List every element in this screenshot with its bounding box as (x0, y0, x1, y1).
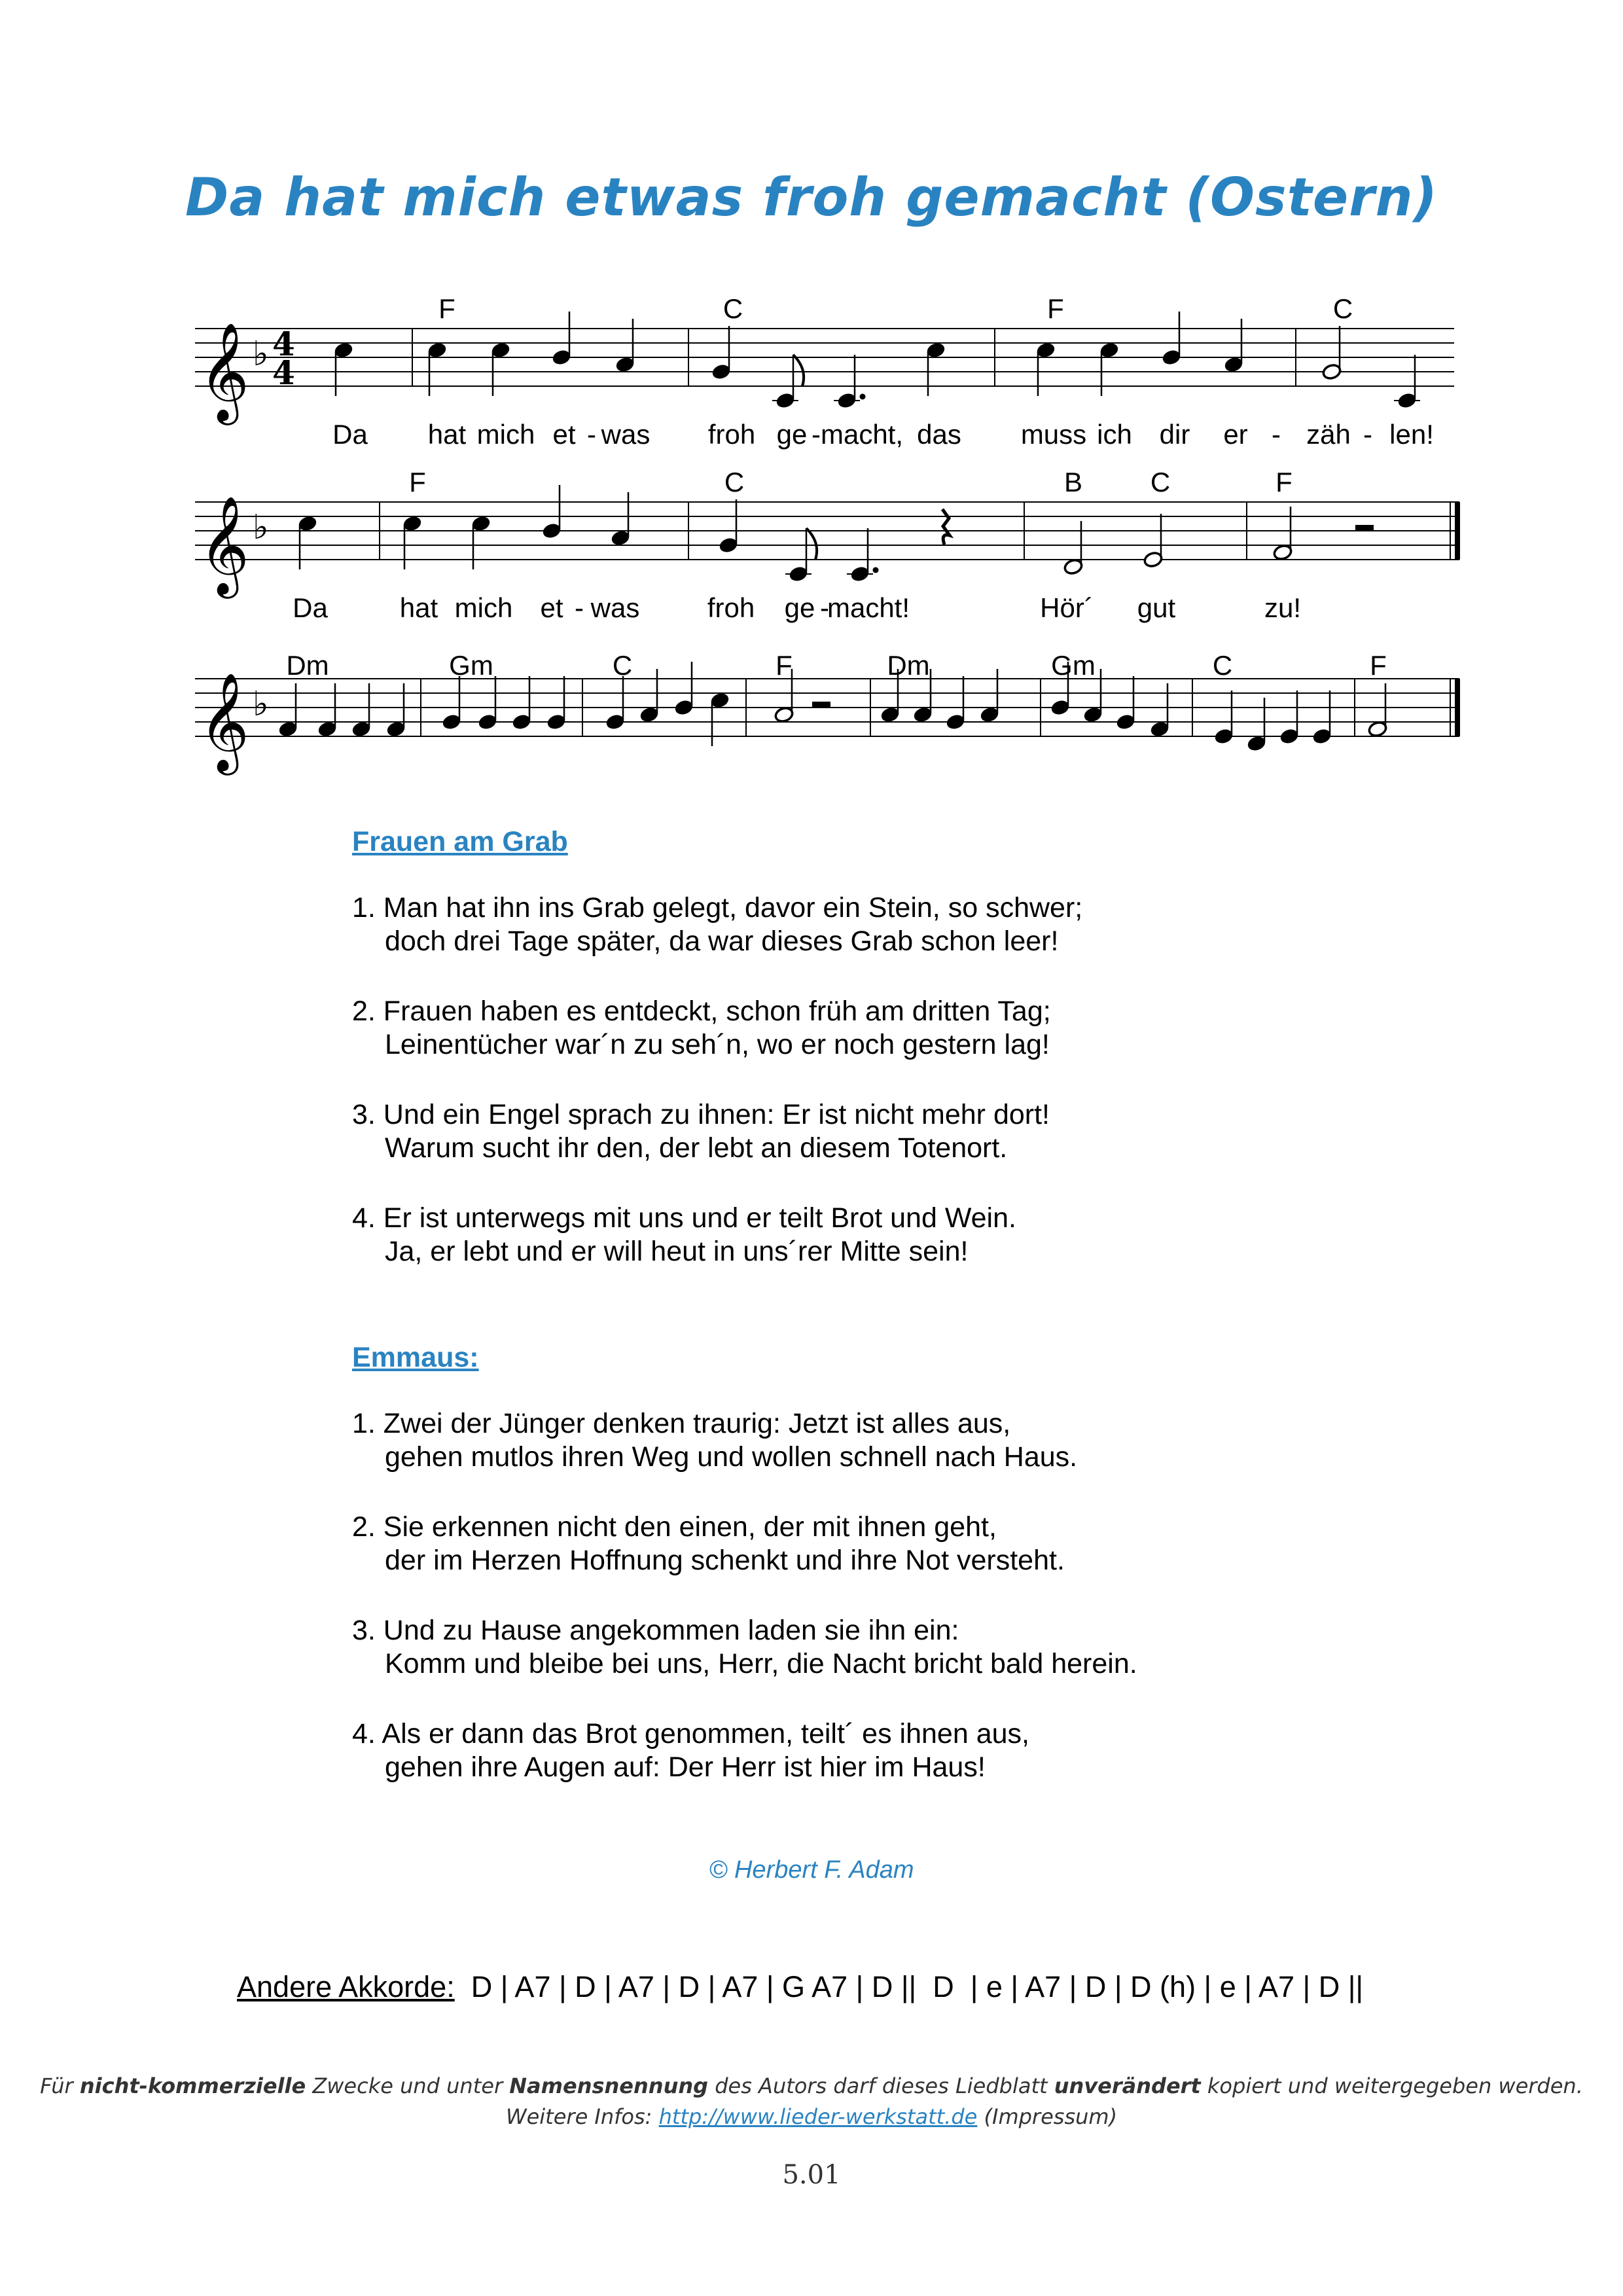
lyric-syllable: macht, (820, 419, 904, 450)
final-barline (1455, 502, 1460, 560)
license-text-bold: unverändert (1054, 2073, 1201, 2098)
lyric-syllable: was (590, 592, 640, 623)
lyrics-line-2 (0, 592, 1623, 632)
copyright-note: © Herbert F. Adam (709, 1856, 914, 1884)
lyric-syllable: froh (707, 419, 756, 450)
lyric-syllable: Da (332, 419, 368, 450)
chord: C (722, 293, 743, 324)
lyric-hyphen: - (1363, 419, 1372, 450)
chord: C (1212, 650, 1233, 681)
half-rest (1355, 525, 1374, 531)
alternative-chords-value: D | A7 | D | A7 | D | A7 | G A7 | D || D | e | A7 | D | D (h) | e | A7 | D || (454, 1970, 1364, 2003)
treble-clef-icon: 𝄞 (199, 495, 249, 594)
license-text: Zwecke und unter (306, 2073, 510, 2098)
lyric-syllable: Da (293, 592, 328, 623)
section-heading-frauen-am-grab: Frauen am Grab (352, 826, 568, 857)
license-text: kopiert und weitergegeben werden. (1200, 2073, 1583, 2098)
verse-line: gehen ihre Augen auf: Der Herr ist hier im Haus! (385, 1751, 986, 1783)
license-note (0, 2073, 1623, 2098)
lyric-syllable: mich (476, 419, 535, 450)
chord: Dm (887, 650, 930, 681)
music-system-3 (0, 645, 1623, 782)
note-flag (793, 355, 804, 386)
note-dot (873, 567, 879, 573)
chord: C (724, 467, 745, 497)
verse-line: doch drei Tage später, da war dieses Grab schon leer! (385, 925, 1059, 957)
website-link[interactable]: http://www.lieder-werkstatt.de (658, 2104, 978, 2129)
note-flag (806, 528, 817, 560)
verse-3 (352, 1614, 1137, 1681)
lyric-syllable: et (540, 592, 563, 623)
info-suffix: (Impressum) (977, 2104, 1118, 2129)
verse-4 (352, 1717, 1029, 1784)
lyric-syllable: hat (399, 592, 438, 623)
page-number: 5.01 (782, 2160, 841, 2190)
lyric-syllable: was (601, 419, 651, 450)
time-signature-bottom: 4 (272, 353, 295, 392)
verse-line: 4. Als er dann das Brot genommen, teilt´ es ihnen aus, (352, 1718, 1029, 1749)
chord: F (1275, 467, 1293, 497)
lyric-syllable: das (917, 419, 961, 450)
time-signature-top: 4 (272, 325, 295, 363)
flat-icon: ♭ (253, 685, 269, 724)
final-barline (1455, 679, 1460, 736)
chord: Dm (286, 650, 329, 681)
verse-line: Komm und bleibe bei uns, Herr, die Nacht bricht bald herein. (385, 1648, 1137, 1679)
chord: B (1063, 467, 1083, 497)
chord: F (1047, 293, 1064, 324)
chord: F (409, 467, 426, 497)
lyric-syllable: Hör´ (1040, 592, 1094, 623)
lyric-syllable: zäh (1306, 419, 1351, 450)
chord: C (612, 650, 633, 681)
verse-line: 4. Er ist unterwegs mit uns und er teilt Brot und Wein. (352, 1202, 1016, 1234)
verse-1 (352, 1407, 1077, 1474)
lyric-hyphen: - (575, 592, 584, 623)
chord: Gm (449, 650, 493, 681)
verse-4 (352, 1202, 1016, 1268)
license-text: des Autors darf dieses Liedblatt (708, 2073, 1054, 2098)
section-heading-emmaus: Emmaus: (352, 1342, 479, 1373)
chord: C (1332, 293, 1353, 324)
license-text: Für (40, 2073, 80, 2098)
flat-icon: ♭ (253, 334, 269, 374)
page-title: Da hat mich etwas froh gemacht (Ostern) (185, 167, 1438, 228)
half-rest (812, 702, 830, 708)
verse-line: Leinentücher war´n zu seh´n, wo er noch gestern lag! (385, 1029, 1050, 1060)
lyric-hyphen: - (587, 419, 596, 450)
alternative-chords-label: Andere Akkorde: (237, 1970, 455, 2003)
verse-2 (352, 1511, 1065, 1577)
license-text-bold: nicht-kommerzielle (79, 2073, 306, 2098)
chord: F (776, 650, 793, 681)
flat-icon: ♭ (253, 508, 269, 547)
lyric-syllable: hat (427, 419, 467, 450)
verse-line: 1. Man hat ihn ins Grab gelegt, davor ein Stein, so schwer; (352, 892, 1083, 924)
verse-line: 3. Und zu Hause angekommen laden sie ihn ein: (352, 1615, 959, 1646)
lyric-syllable: ge (784, 592, 815, 623)
chord: Gm (1051, 650, 1096, 681)
lyric-syllable: muss (1020, 419, 1087, 450)
chord: C (1150, 467, 1171, 497)
info-line (0, 2104, 1623, 2129)
lyric-syllable: froh (707, 592, 755, 623)
license-text-bold: Namensnennung (509, 2073, 709, 2098)
lyric-syllable: mich (454, 592, 513, 623)
treble-clef-icon: 𝄞 (199, 672, 249, 771)
lyric-syllable: macht! (827, 592, 910, 623)
lyric-syllable: len! (1389, 419, 1434, 450)
lyric-syllable: gut (1137, 592, 1176, 623)
chord: F (1370, 650, 1387, 681)
verse-line: Warum sucht ihr den, der lebt an diesem Totenort. (385, 1132, 1008, 1164)
lyric-hyphen: - (812, 419, 821, 450)
treble-clef-icon: 𝄞 (199, 321, 249, 421)
lyric-syllable: ich (1097, 419, 1132, 450)
verse-2 (352, 995, 1051, 1062)
verse-line: 2. Sie erkennen nicht den einen, der mit ihnen geht, (352, 1511, 997, 1543)
verse-3 (352, 1098, 1050, 1165)
lyric-hyphen: - (1272, 419, 1281, 450)
verse-line: gehen mutlos ihren Weg und wollen schnell nach Haus. (385, 1441, 1078, 1473)
lyrics-line-1 (0, 419, 1623, 458)
lyric-syllable: ge (776, 419, 808, 450)
verse-1 (352, 891, 1082, 958)
verse-line: 1. Zwei der Jünger denken traurig: Jetzt ist alles aus, (352, 1408, 1011, 1439)
lyric-syllable: er (1223, 419, 1248, 450)
lyric-syllable: zu! (1264, 592, 1302, 623)
verse-line: der im Herzen Hoffnung schenkt und ihre Not versteht. (385, 1545, 1065, 1576)
quarter-rest (942, 509, 950, 545)
info-prefix: Weitere Infos: (505, 2104, 659, 2129)
verse-line: 3. Und ein Engel sprach zu ihnen: Er ist nicht mehr dort! (352, 1099, 1050, 1130)
alternative-chords (237, 1970, 1363, 2004)
verse-line: Ja, er lebt und er will heut in uns´rer Mitte sein! (385, 1236, 969, 1267)
lyric-syllable: dir (1159, 419, 1190, 450)
chord: F (438, 293, 455, 324)
lyric-hyphen: - (820, 592, 829, 623)
verse-line: 2. Frauen haben es entdeckt, schon früh am dritten Tag; (352, 996, 1051, 1027)
note-dot (860, 394, 866, 400)
lyric-syllable: et (552, 419, 576, 450)
